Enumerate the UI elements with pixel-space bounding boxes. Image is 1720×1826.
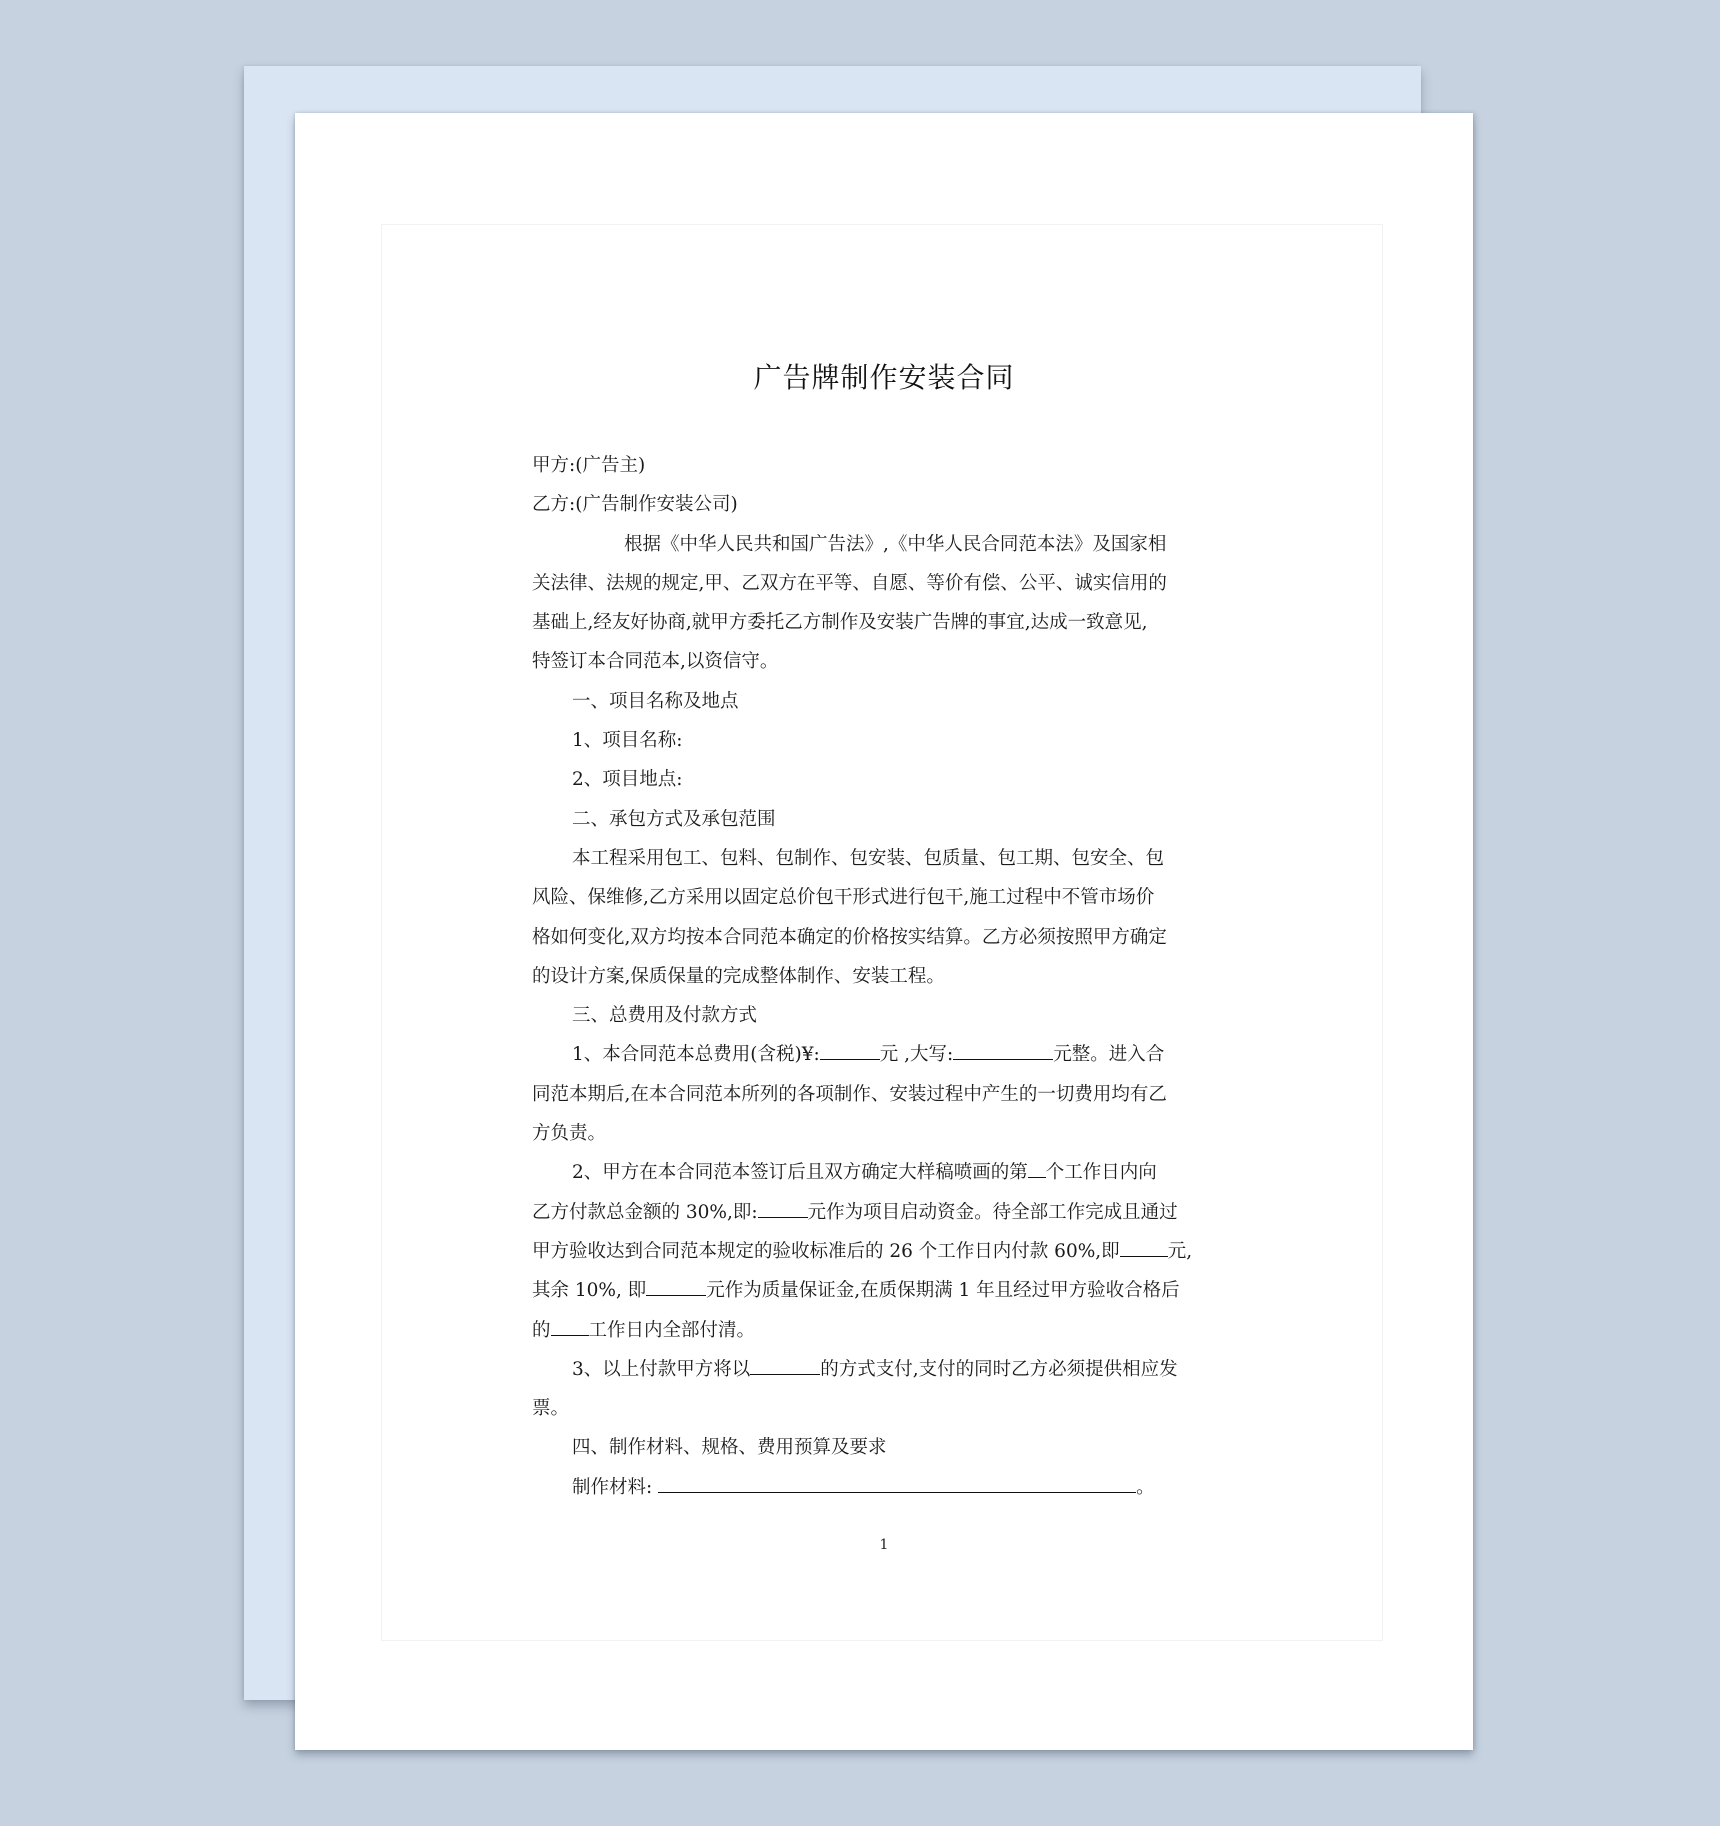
preamble-line: 基础上,经友好协商,就甲方委托乙方制作及安装广告牌的事宜,达成一致意见, [532, 612, 1148, 634]
clause-text: 工作日内全部付清。 [588, 1319, 756, 1341]
materials-end: 。 [1136, 1476, 1155, 1498]
amount-in-words-blank [953, 1041, 1053, 1060]
clause-text: 元 ,大写: [879, 1044, 954, 1066]
clause-text: 元作为质量保证金,在质保期满 1 年且经过甲方验收合格后 [706, 1280, 1180, 1302]
clause-3-3-line-1 [532, 1350, 1232, 1389]
payment-method-blank [750, 1356, 820, 1375]
clause-text: 元作为项目启动资金。待全部工作完成且通过 [807, 1201, 1178, 1223]
total-amount-blank [820, 1041, 880, 1060]
preamble-line: 特签订本合同范本,以资信守。 [532, 651, 779, 673]
project-name-field: 1、项目名称: [572, 730, 683, 752]
final-payment-days-blank [551, 1317, 589, 1336]
workday-blank [1028, 1159, 1046, 1178]
preamble-line: 关法律、法规的规定,甲、乙双方在平等、自愿、等价有偿、公平、诚实信用的 [532, 572, 1167, 594]
clause-text: 3、以上付款甲方将以 [572, 1358, 751, 1380]
clause-text: 的 [532, 1319, 551, 1341]
clause-3-2-line-5 [532, 1311, 1232, 1350]
clause-3-2-line-4 [532, 1271, 1232, 1310]
page-number: 1 [879, 1537, 889, 1553]
section-2-heading: 二、承包方式及承包范围 [572, 808, 776, 830]
section-2-line: 风险、保维修,乙方采用以固定总价包干形式进行包干,施工过程中不管市场价 [532, 887, 1155, 909]
document-title: 广告牌制作安装合同 [753, 361, 1015, 394]
party-a: 甲方:(广告主) [532, 455, 646, 476]
section-2-line: 格如何变化,双方均按本合同范本确定的价格按实结算。乙方必须按照甲方确定 [532, 926, 1167, 948]
clause-3-1-line-2: 同范本期后,在本合同范本所列的各项制作、安装过程中产生的一切费用均有乙 [532, 1083, 1167, 1105]
clause-3-1-line-1 [532, 1035, 1232, 1074]
section-3-heading: 三、总费用及付款方式 [572, 1005, 758, 1027]
section-4-heading: 四、制作材料、规格、费用预算及要求 [572, 1437, 887, 1459]
clause-text: 其余 10%, 即 [532, 1280, 647, 1302]
document-body [532, 446, 1232, 1507]
clause-3-2-line-2 [532, 1193, 1232, 1232]
second-payment-blank [1120, 1238, 1168, 1257]
materials-label: 制作材料: [572, 1476, 653, 1498]
clause-3-1-line-3: 方负责。 [532, 1123, 607, 1145]
document-page [295, 113, 1473, 1750]
preamble-line: 根据《中华人民共和国广告法》,《中华人民合同范本法》及国家相 [624, 533, 1167, 555]
section-2-line: 的设计方案,保质保量的完成整体制作、安装工程。 [532, 965, 945, 987]
clause-text: 个工作日内向 [1045, 1162, 1157, 1184]
clause-text: 的方式支付,支付的同时乙方必须提供相应发 [820, 1358, 1178, 1380]
clause-text: 乙方付款总金额的 30%,即: [532, 1201, 758, 1223]
section-2-line: 本工程采用包工、包料、包制作、包安装、包质量、包工期、包安全、包 [572, 847, 1165, 869]
clause-text: 甲方验收达到合同范本规定的验收标准后的 26 个工作日内付款 60%,即 [532, 1240, 1120, 1262]
project-location-field: 2、项目地点: [572, 769, 683, 791]
clause-text: 元整。进入合 [1053, 1044, 1165, 1066]
clause-text: 元, [1167, 1240, 1193, 1262]
section-1-heading: 一、项目名称及地点 [572, 690, 739, 712]
clause-3-3-line-2: 票。 [532, 1398, 570, 1420]
materials-line [532, 1468, 1232, 1507]
materials-blank [658, 1474, 1136, 1493]
clause-3-2-line-1 [532, 1153, 1232, 1192]
startup-fund-blank [758, 1199, 808, 1218]
clause-text: 1、本合同范本总费用(含税)¥: [572, 1044, 820, 1066]
clause-text: 2、甲方在本合同范本签订后且双方确定大样稿喷画的第 [572, 1162, 1028, 1184]
clause-3-2-line-3 [532, 1232, 1232, 1271]
party-b: 乙方:(广告制作安装公司) [532, 494, 738, 516]
warranty-deposit-blank [646, 1277, 706, 1296]
